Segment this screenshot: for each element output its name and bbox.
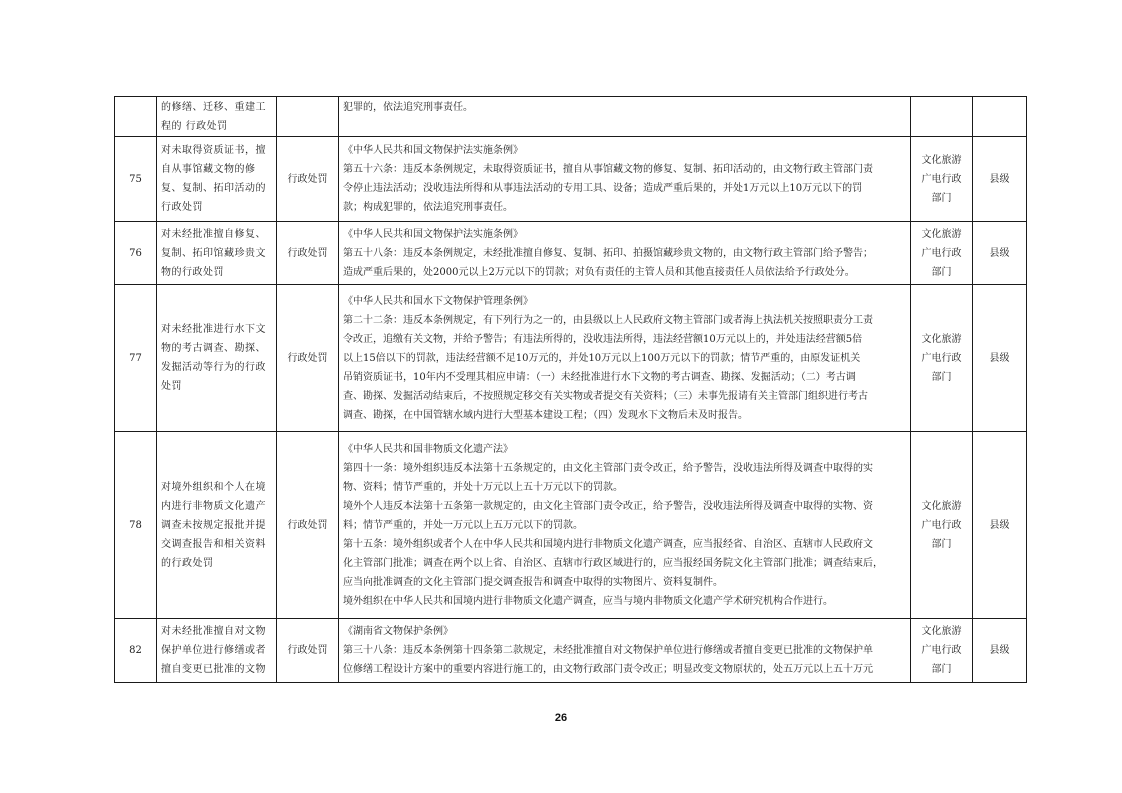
department-line: 文化旅游: [921, 228, 962, 240]
legal-basis-line: 令停止违法活动；没收违法所得和从事违法活动的专用工具、设备；造成严重后果的，并处1万元以上10万元以下的罚: [343, 183, 863, 194]
item-name-line: 内进行非物质文化遗产: [161, 500, 266, 512]
item-name-line: 程的 行政处罚: [161, 120, 228, 132]
item-name-line: 自从事馆藏文物的修: [161, 164, 256, 175]
item-name-line: 发掘活动等行为的行政: [161, 362, 266, 373]
table-row: [115, 222, 1027, 285]
legal-basis-line: 境外个人违反本法第十五条第一款规定的，由文化主管部门责令改正，给予警告，没收违法所得及调查中取得的实物、资: [343, 500, 873, 512]
level-cell: 县级: [973, 619, 1027, 683]
department-line: 广电行政: [921, 519, 962, 531]
department-cell: [911, 285, 973, 432]
department-line: 部门: [931, 664, 952, 675]
item-number-cell: 77: [115, 285, 157, 432]
department-cell: [911, 619, 973, 683]
legal-basis-line: 第四十一条：境外组织违反本法第十五条规定的，由文化主管部门责令改正，给予警告，没收违法所得及调查中取得的实: [343, 462, 873, 474]
item-type-cell: 行政处罚: [277, 619, 339, 683]
table-row: [115, 619, 1027, 683]
department-cell: [911, 222, 973, 285]
item-name-line: 交调查报告和相关资料: [161, 538, 266, 550]
item-name-cell: [157, 137, 277, 222]
legal-basis-line: 款；构成犯罪的，依法追究刑事责任。: [343, 202, 513, 213]
table-row: [115, 137, 1027, 222]
department-line: 广电行政: [921, 173, 962, 185]
legal-basis-line: 以上15倍以下的罚款，违法经营额不足10万元的，并处10万元以上100万元以下的罚款；情节严重的，由原发证机关: [343, 352, 861, 364]
item-name-line: 行政处罚: [161, 202, 203, 213]
legal-basis-cell: [339, 97, 911, 137]
level-cell: [973, 97, 1027, 137]
item-number-cell: 75: [115, 137, 157, 222]
department-line: 部门: [931, 371, 952, 383]
department-line: 部门: [931, 192, 952, 204]
department-line: 部门: [931, 266, 952, 278]
item-name-cell: [157, 222, 277, 285]
item-name-line: 物的考古调查、勘探、: [161, 343, 266, 354]
item-name-line: 对未经批准擅自修复、: [161, 228, 266, 240]
legal-basis-line: 位修缮工程设计方案中的重要内容进行施工的，由文物行政部门责令改正；明显改变文物原状的，处五万元以上五十万元: [343, 664, 873, 675]
item-name-line: 复、复制、拓印活动的: [161, 183, 266, 194]
item-name-line: 的修缮、迁移、重建工: [161, 101, 266, 113]
item-type-cell: 行政处罚: [277, 285, 339, 432]
item-name-cell: [157, 619, 277, 683]
item-name-line: 的行政处罚: [161, 557, 214, 569]
legal-basis-line: 《中华人民共和国文物保护法实施条例》: [343, 145, 523, 156]
item-number-cell: [115, 97, 157, 137]
legal-basis-line: 应当向批准调查的文化主管部门提交调查报告和调查中取得的实物图片、资料复制件。: [343, 576, 723, 588]
legal-basis-line: 查、勘探、发掘活动结束后，不按照规定移交有关实物或者提交有关资料；（三）未事先报请有关主管部门组织进行考古: [343, 390, 868, 402]
document-table: [114, 96, 1027, 683]
legal-basis-line: 令改正，追缴有关文物，并给予警告；有违法所得的，没收违法所得，违法经营额10万元以上的，并处违法经营额5倍: [343, 333, 863, 345]
item-name-cell: [157, 97, 277, 137]
item-name-line: 调查未按规定报批并提: [161, 519, 266, 531]
item-type-cell: [277, 97, 339, 137]
legal-basis-line: 《中华人民共和国水下文物保护管理条例》: [343, 295, 533, 307]
legal-basis-cell: [339, 222, 911, 285]
legal-basis-cell: [339, 432, 911, 619]
legal-basis-line: 化主管部门批准；调查在两个以上省、自治区、直辖市行政区域进行的，应当报经国务院文化主管部门批准；调查结束后，: [343, 557, 883, 569]
legal-basis-line: 《中华人民共和国文物保护法实施条例》: [343, 228, 523, 240]
item-name-line: 保护单位进行修缮或者: [161, 645, 266, 656]
department-line: 广电行政: [921, 352, 962, 364]
item-number-cell: 78: [115, 432, 157, 619]
legal-basis-line: [343, 117, 906, 136]
legal-basis-cell: [339, 619, 911, 683]
legal-basis-line: 第十五条：境外组织或者个人在中华人民共和国境内进行非物质文化遗产调查，应当报经省、自治区、直辖市人民政府文: [343, 538, 873, 550]
legal-basis-line: 《湖南省文物保护条例》: [343, 626, 453, 637]
item-type-cell: 行政处罚: [277, 432, 339, 619]
level-cell: 县级: [973, 432, 1027, 619]
legal-basis-line: 第五十六条：违反本条例规定，未取得资质证书，擅自从事馆藏文物的修复、复制、拓印活动的，由文物行政主管部门责: [343, 164, 873, 175]
legal-basis-line: 《中华人民共和国非物质文化遗产法》: [343, 443, 513, 455]
item-name-line: 处罚: [161, 381, 182, 392]
department-line: 文化旅游: [921, 500, 962, 512]
department-line: 文化旅游: [921, 333, 962, 345]
legal-basis-line: 料；情节严重的，并处一万元以上五万元以下的罚款。: [343, 519, 583, 531]
legal-basis-line: 犯罪的，依法追究刑事责任。: [343, 101, 473, 113]
table-row: [115, 432, 1027, 619]
department-line: 广电行政: [921, 645, 962, 656]
legal-basis-cell: [339, 285, 911, 432]
item-name-line: 物的行政处罚: [161, 266, 224, 278]
legal-basis-line: 物、资料；情节严重的，并处十万元以上五十万元以下的罚款。: [343, 481, 623, 493]
level-cell: 县级: [973, 137, 1027, 222]
legal-basis-cell: [339, 137, 911, 222]
table-row: [115, 97, 1027, 137]
item-name-line: 对未取得资质证书，擅: [161, 145, 266, 156]
department-cell: [911, 137, 973, 222]
item-type-cell: 行政处罚: [277, 137, 339, 222]
item-number-cell: 76: [115, 222, 157, 285]
legal-basis-line: 调查、勘探，在中国管辖水域内进行大型基本建设工程；（四）发现水下文物后未及时报告。: [343, 409, 748, 421]
item-name-line: 对未经批准擅自对文物: [161, 626, 266, 637]
item-name-cell: [157, 432, 277, 619]
department-line: 文化旅游: [921, 154, 962, 166]
department-line: 文化旅游: [921, 626, 962, 637]
legal-basis-line: 第三十八条：违反本条例第十四条第二款规定，未经批准擅自对文物保护单位进行修缮或者擅自变更已批准的文物保护单: [343, 645, 873, 656]
item-number-cell: 82: [115, 619, 157, 683]
department-cell: [911, 97, 973, 137]
legal-basis-line: 第二十二条：违反本条例规定，有下列行为之一的，由县级以上人民政府文物主管部门或者海上执法机关按照职责分工责: [343, 314, 873, 326]
legal-basis-line: 第五十八条：违反本条例规定，未经批准擅自修复、复制、拓印、拍摄馆藏珍贵文物的，由文物行政主管部门给予警告；: [343, 247, 873, 259]
department-line: 部门: [931, 538, 952, 550]
item-name-line: 对境外组织和个人在境: [161, 481, 266, 493]
department-line: 广电行政: [921, 247, 962, 259]
page-number: 26: [554, 712, 568, 724]
level-cell: 县级: [973, 222, 1027, 285]
item-name-cell: [157, 285, 277, 432]
item-name-line: 擅自变更已批准的文物: [161, 664, 266, 675]
legal-basis-line: 境外组织在中华人民共和国境内进行非物质文化遗产调查，应当与境内非物质文化遗产学术研究机构合作进行。: [343, 595, 833, 607]
level-cell: 县级: [973, 285, 1027, 432]
legal-basis-line: 吊销资质证书，10年内不受理其相应申请：（一）未经批准进行水下文物的考古调查、勘探、发掘活动；（二）考古调: [343, 371, 856, 383]
item-name-line: 对未经批准进行水下文: [161, 324, 266, 335]
department-cell: [911, 432, 973, 619]
table-row: [115, 285, 1027, 432]
table-body: [115, 97, 1027, 683]
item-type-cell: 行政处罚: [277, 222, 339, 285]
item-name-line: 复制、拓印馆藏珍贵文: [161, 247, 266, 259]
legal-basis-line: 造成严重后果的，处2000元以上2万元以下的罚款；对负有责任的主管人员和其他直接责任人员依法给予行政处分。: [343, 266, 855, 278]
